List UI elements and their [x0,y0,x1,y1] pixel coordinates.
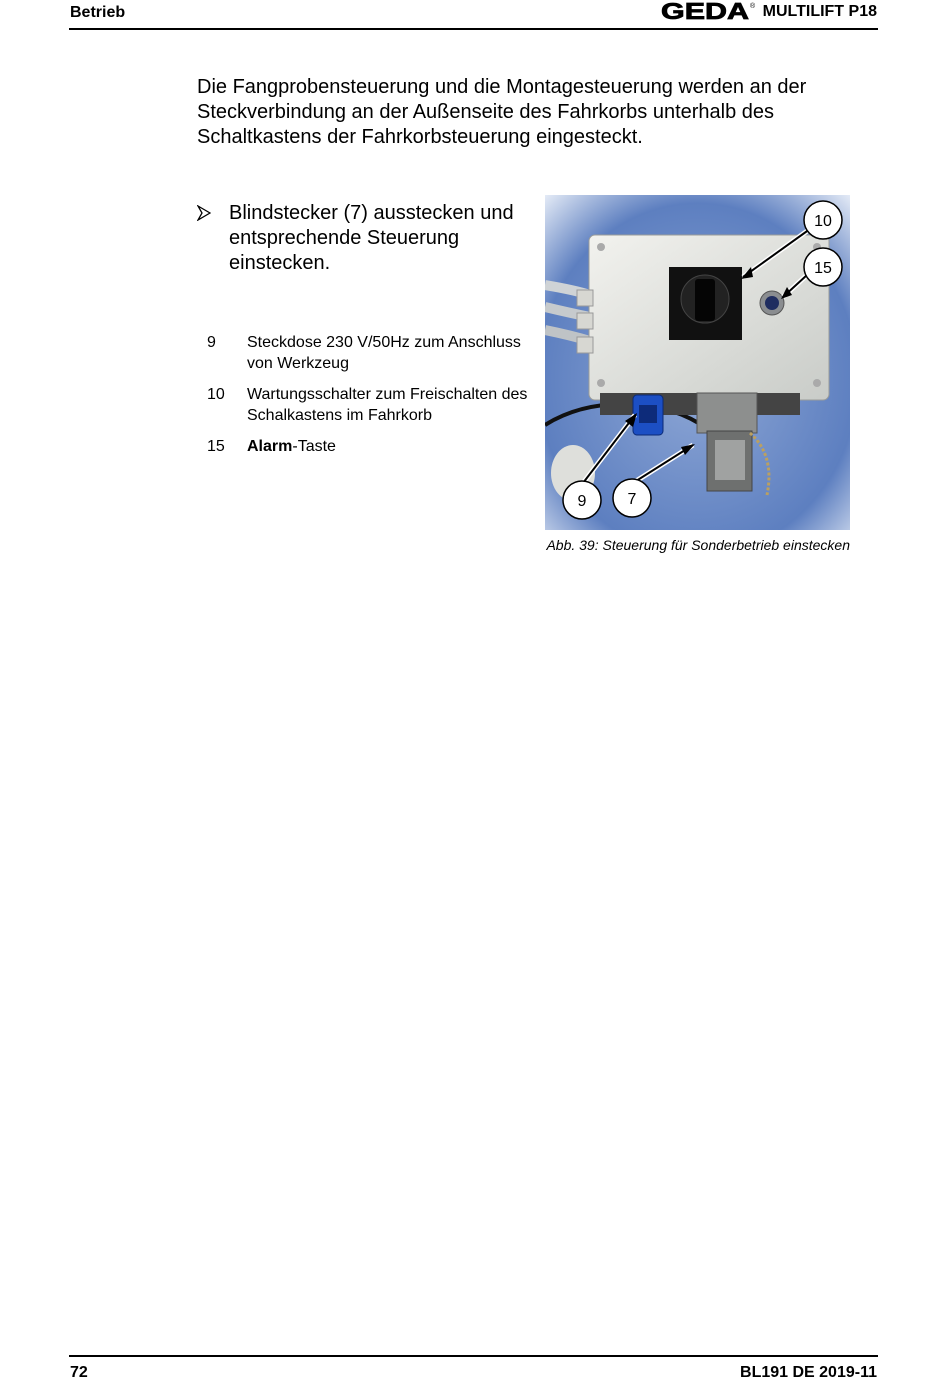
callout-badge [563,481,601,519]
header-brand [661,0,877,22]
legend-item [207,436,537,457]
figure-caption: Abb. 39: Steuerung für Sonderbetrieb einstecken [546,537,850,553]
intro-paragraph [197,75,877,150]
instruction-step [197,201,527,276]
svg-text:GEDA: GEDA [660,0,749,22]
legend-text: Wartungsschalter zum Freischalten des Schalkastens im Fahrkorb [247,386,528,424]
arrowhead-bullet-icon [197,201,229,276]
svg-text:7: 7 [627,491,637,508]
footer-rule [69,1355,878,1357]
legend-number: 15 [207,438,225,455]
legend-number: 9 [207,334,216,351]
svg-text:®: ® [749,3,755,10]
legend-text: Steckdose 230 V/50Hz zum Anschluss von Werkzeug [247,334,521,372]
page-number: 72 [70,1364,88,1381]
header-rule [69,28,878,30]
document-id: BL191 DE 2019-11 [740,1364,877,1381]
callout-badge [613,479,651,517]
legend-number: 10 [207,386,225,403]
product-name: MULTILIFT P18 [762,3,877,20]
legend-list [207,332,537,457]
section-title: Betrieb [70,4,126,21]
legend-item [207,384,537,426]
legend-bold-term: Alarm [247,438,293,455]
legend-item [207,332,537,374]
svg-text:9: 9 [577,493,587,510]
callout-badge [804,248,842,286]
legend-text-rest: -Taste [292,438,336,455]
legend-text [247,436,537,457]
intro-text: Die Fangprobensteuerung und die Montagesteuerung werden an der Steckverbindung an der Außenseite des Fahrkorbs unterhalb des Schaltkastens der Fahrkorbsteuerung eingesteckt. [197,76,807,148]
step-text: Blindstecker (7) ausstecken und entsprechende Steuerung einstecken. [229,202,514,274]
geda-logo [661,0,757,22]
callout-badge [804,201,842,239]
svg-text:15: 15 [814,260,832,277]
control-box-photo [545,195,850,530]
svg-text:10: 10 [814,213,832,230]
